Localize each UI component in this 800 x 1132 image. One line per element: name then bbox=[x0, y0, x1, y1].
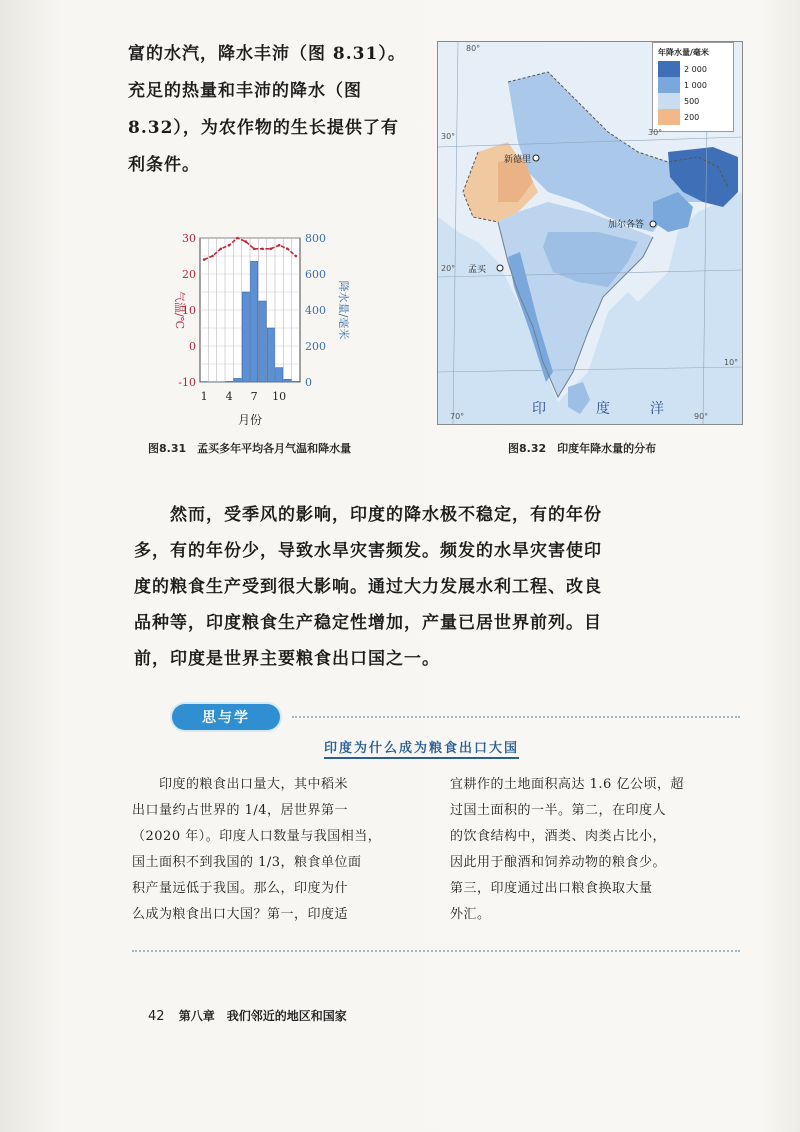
precipitation-bar bbox=[276, 368, 283, 382]
intro-line: 富的水汽，降水丰沛（图 8.31）。 bbox=[128, 44, 406, 64]
temperature-point bbox=[220, 248, 223, 251]
think-badge: 思与学 bbox=[172, 704, 280, 730]
think-line: 过国土面积的一半。第二，在印度人 bbox=[450, 803, 667, 818]
x-tick-label: 7 bbox=[250, 390, 258, 403]
think-line: 因此用于酿酒和饲养动物的粮食少。 bbox=[450, 855, 667, 870]
think-line: 的饮食结构中，酒类、肉类占比小， bbox=[450, 829, 667, 844]
think-line: 印度的粮食出口量大，其中稻米 bbox=[132, 777, 349, 792]
temperature-point bbox=[245, 240, 248, 243]
think-line: 积产量远低于我国。那么，印度为什 bbox=[132, 881, 349, 896]
body-line: 多，有的年份少，导致水旱灾害频发。频发的水旱灾害使印 bbox=[134, 541, 602, 561]
think-line: 宜耕作的土地面积高达 1.6 亿公顷，超 bbox=[450, 777, 684, 792]
legend-swatch bbox=[658, 109, 680, 125]
right-tick-label: 600 bbox=[305, 268, 326, 281]
legend-item bbox=[658, 93, 728, 109]
climate-chart bbox=[140, 222, 370, 432]
temperature-point bbox=[295, 255, 298, 258]
think-column-right bbox=[450, 772, 740, 928]
precipitation-bar bbox=[251, 261, 258, 382]
legend-item bbox=[658, 109, 728, 125]
legend-item bbox=[658, 61, 728, 77]
coord-label: 80° bbox=[466, 44, 481, 53]
think-line: 出口量约占世界的 1/4，居世界第一 bbox=[132, 803, 349, 818]
city-label-delhi: 新德里 bbox=[504, 155, 532, 165]
body-paragraph bbox=[134, 497, 614, 677]
temperature-point bbox=[286, 248, 289, 251]
body-line: 度的粮食生产受到很大影响。通过大力发展水利工程、改良 bbox=[134, 577, 602, 597]
think-line: （2020 年）。印度人口数量与我国相当， bbox=[132, 829, 382, 844]
intro-line: 充足的热量和丰沛的降水（图 bbox=[128, 81, 362, 101]
dotted-divider bbox=[132, 950, 740, 952]
ocean-label-char: 洋 bbox=[650, 401, 666, 417]
x-axis-label: 月份 bbox=[237, 413, 263, 427]
temperature-point bbox=[228, 244, 231, 247]
legend-label: 2 000 bbox=[684, 64, 707, 74]
think-line: 外汇。 bbox=[450, 907, 491, 922]
map-caption: 图8.32 印度年降水量的分布 bbox=[508, 442, 657, 455]
think-line: 么成为粮食出口大国？第一，印度适 bbox=[132, 907, 349, 922]
temperature-point bbox=[278, 244, 281, 247]
coord-label: 10° bbox=[724, 358, 739, 367]
precipitation-map bbox=[437, 41, 743, 425]
dotted-divider bbox=[292, 716, 740, 718]
intro-line: 利条件。 bbox=[128, 155, 200, 175]
ocean-label-char: 印 bbox=[532, 401, 548, 417]
legend-swatch bbox=[658, 61, 680, 77]
legend-title: 年降水量/毫米 bbox=[658, 48, 709, 57]
right-tick-label: 400 bbox=[305, 304, 326, 317]
page-number: 42 bbox=[148, 1009, 165, 1024]
think-line: 国土面积不到我国的 1/3，粮食单位面 bbox=[132, 855, 362, 870]
precipitation-bar bbox=[284, 379, 291, 382]
legend-label: 500 bbox=[684, 96, 700, 106]
temperature-point bbox=[236, 237, 239, 240]
intro-paragraph bbox=[128, 36, 413, 184]
left-axis-label: 气温/℃ bbox=[173, 290, 186, 330]
city-label-mumbai: 孟买 bbox=[468, 265, 487, 275]
coord-label: 90° bbox=[694, 412, 709, 421]
legend-label: 1 000 bbox=[684, 80, 707, 90]
precipitation-bar bbox=[259, 301, 266, 382]
map-legend bbox=[652, 42, 734, 132]
think-and-learn-box bbox=[132, 700, 740, 958]
x-tick-label: 1 bbox=[200, 390, 208, 403]
chart-caption: 图8.31 孟买多年平均各月气温和降水量 bbox=[148, 442, 352, 455]
precipitation-bar bbox=[267, 328, 274, 382]
legend-swatch bbox=[658, 93, 680, 109]
intro-line: 8.32），为农作物的生长提供了有 bbox=[128, 118, 399, 138]
chapter-title: 第八章 我们邻近的地区和国家 bbox=[178, 1009, 347, 1023]
right-axis-label: 降水量/毫米 bbox=[337, 280, 350, 340]
temperature-point bbox=[211, 255, 214, 258]
body-line: 前，印度是世界主要粮食出口国之一。 bbox=[134, 649, 440, 669]
precipitation-bar bbox=[226, 381, 233, 382]
ocean-label-char: 度 bbox=[596, 401, 612, 417]
precipitation-bar bbox=[292, 381, 299, 382]
coord-label: 70° bbox=[450, 412, 465, 421]
left-tick-label: 30 bbox=[182, 232, 196, 245]
right-tick-label: 0 bbox=[305, 376, 312, 389]
left-tick-label: 20 bbox=[182, 268, 196, 281]
think-column-left bbox=[132, 772, 418, 928]
legend-label: 200 bbox=[684, 112, 700, 122]
coord-label: 30° bbox=[648, 128, 663, 137]
think-title: 印度为什么成为粮食出口大国 bbox=[324, 737, 519, 759]
precipitation-bar bbox=[242, 292, 249, 382]
mumbai-marker bbox=[497, 265, 503, 271]
body-line: 然而，受季风的影响，印度的降水极不稳定，有的年份 bbox=[170, 505, 602, 525]
delhi-marker bbox=[533, 155, 539, 161]
think-line: 第三，印度通过出口粮食换取大量 bbox=[450, 881, 653, 896]
temperature-point bbox=[203, 258, 206, 261]
coord-label: 30° bbox=[441, 132, 456, 141]
temperature-point bbox=[261, 248, 264, 251]
x-tick-label: 4 bbox=[225, 390, 233, 403]
left-tick-label: -10 bbox=[178, 376, 196, 389]
legend-item bbox=[658, 77, 728, 93]
precipitation-bar bbox=[234, 378, 241, 382]
temperature-point bbox=[270, 248, 273, 251]
kolkata-marker bbox=[650, 221, 656, 227]
city-label-kolkata: 加尔各答 bbox=[608, 220, 645, 230]
x-tick-label: 10 bbox=[272, 390, 287, 403]
left-tick-label: 0 bbox=[189, 340, 196, 353]
temperature-point bbox=[253, 248, 256, 251]
legend-swatch bbox=[658, 77, 680, 93]
left-tick-label: 10 bbox=[182, 304, 196, 317]
body-line: 品种等，印度粮食生产稳定性增加，产量已居世界前列。目 bbox=[134, 613, 602, 633]
page-footer bbox=[148, 1007, 347, 1024]
coord-label: 20° bbox=[441, 264, 456, 273]
right-tick-label: 200 bbox=[305, 340, 326, 353]
right-tick-label: 800 bbox=[305, 232, 326, 245]
